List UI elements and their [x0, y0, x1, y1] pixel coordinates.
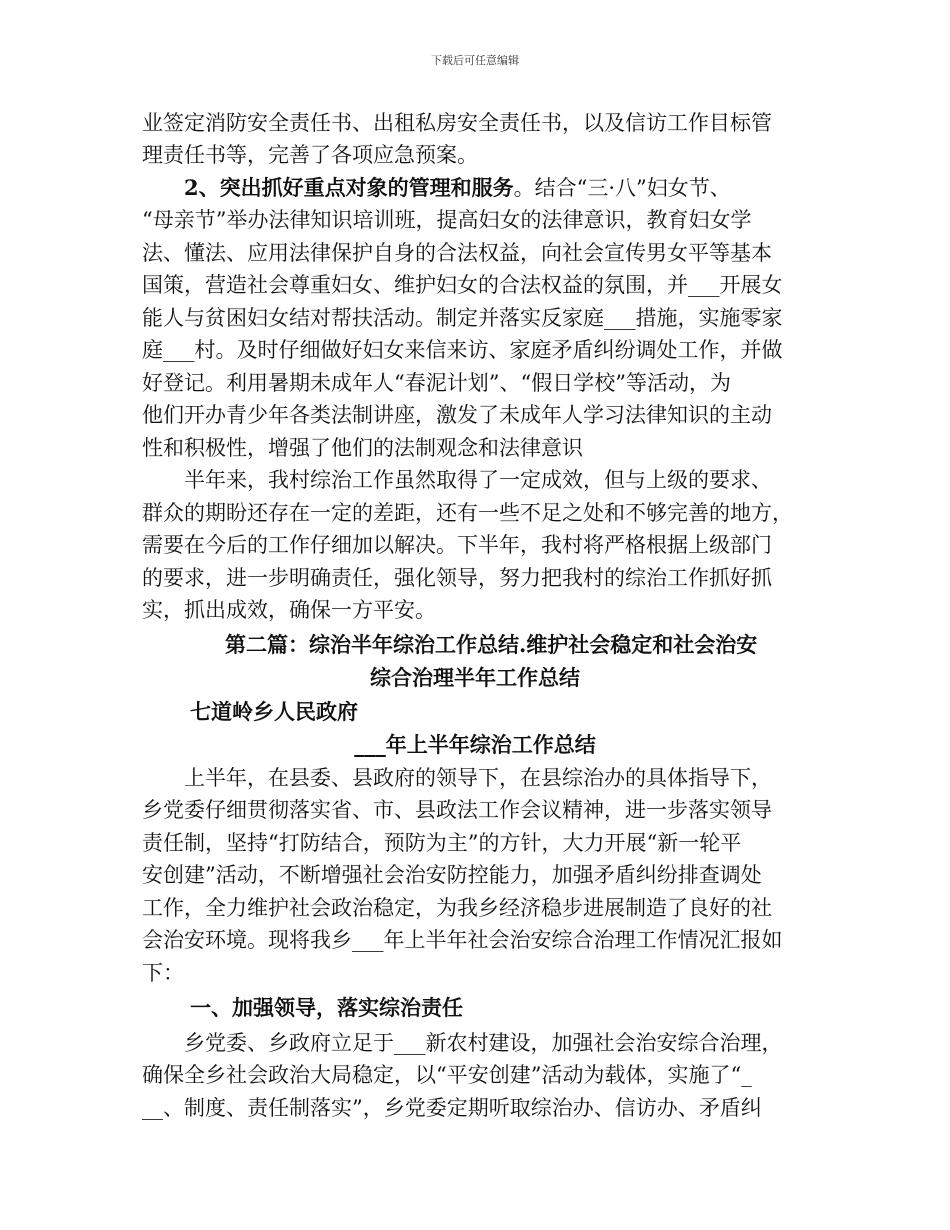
paragraph-line: 理责任书等，完善了各项应急预案。 [142, 143, 478, 167]
section-heading: 一、加强领导，落实综治责任 [190, 995, 463, 1020]
paragraph-line: 需要在今后的工作仔细加以解决。下半年，我村将严格根据上级部门 [142, 533, 772, 557]
section-heading-line [184, 173, 731, 203]
paragraph-line: 性和积极性，增强了他们的法制观念和法律意识 [142, 436, 583, 460]
paragraph-line: 他们开办青少年各类法制讲座，激发了未成年人学习法律知识的主动 [142, 403, 772, 427]
paragraph-line: 庭___村。及时仔细做好妇女来信来访、家庭矛盾纠纷调处工作，并做 [142, 338, 783, 362]
paragraph-line: 工作，全力维护社会政治稳定，为我乡经济稳步进展制造了良好的社 [142, 896, 772, 920]
paragraph-line: 安创建”活动，不断增强社会治安防控能力，加强矛盾纠纷排查调处 [142, 863, 762, 887]
chapter-subtitle: 综合治理半年工作总结 [370, 665, 580, 690]
paragraph-line: 的要求，进一步明确责任，强化领导，努力把我村的综治工作抓好抓 [142, 566, 772, 590]
paragraph-line: 责任制，坚持“打防结合，预防为主”的方针，大力开展“新一轮平 [142, 831, 742, 855]
paragraph-line: 上半年，在县委、县政府的领导下，在县综治办的具体指导下， [184, 766, 772, 790]
paragraph-line: 下： [142, 961, 184, 985]
paragraph-line: 乡党委、乡政府立足于___新农村建设，加强社会治安综合治理， [184, 1031, 783, 1055]
paragraph-line: 实，抓出成效，确保一方平安。 [142, 598, 436, 622]
paragraph-line: 业签定消防安全责任书、出租私房安全责任书，以及信访工作目标管 [142, 111, 772, 135]
paragraph-line: 法、懂法、应用法律保护自身的合法权益，向社会宣传男女平等基本 [142, 241, 772, 265]
paragraph-line: 群众的期盼还存在一定的差距，还有一些不足之处和不够完善的地方， [142, 501, 793, 525]
page-header: 下载后可任意编辑 [431, 54, 519, 67]
paragraph-line: 好登记。利用暑期未成年人“春泥计划”、“假日学校”等活动，为 [142, 371, 731, 395]
paragraph-line: 半年来，我村综治工作虽然取得了一定成效，但与上级的要求、 [184, 468, 772, 492]
paragraph-line: 能人与贫困妇女结对帮扶活动。制定并落实反家庭___措施，实施零家 [142, 306, 783, 330]
paragraph-line: “母亲节”举办法律知识培训班，提高妇女的法律意识，教育妇女学 [142, 208, 752, 232]
bold-heading: 2、突出抓好重点对象的管理和服务 [184, 175, 514, 200]
paragraph-line: 确保全乡社会政治大局稳定，以“平安创建”活动为载体，实施了“_ [142, 1063, 752, 1087]
chapter-title: 第二篇：综治半年综治工作总结.维护社会稳定和社会治安 [225, 632, 758, 657]
report-title: ___年上半年综治工作总结 [354, 732, 596, 757]
paragraph-line: 乡党委仔细贯彻落实省、市、县政法工作会议精神，进一步落实领导 [142, 798, 772, 822]
paragraph-text: 。结合“三·八”妇女节、 [513, 176, 731, 200]
paragraph-line: __、制度、责任制落实”，乡党委定期听取综治办、信访办、矛盾纠 [142, 1096, 762, 1120]
organization-name: 七道岭乡人民政府 [190, 699, 358, 724]
paragraph-line: 国策，营造社会尊重妇女、维护妇女的合法权益的氛围，并___开展女 [142, 273, 783, 297]
paragraph-line: 会治安环境。现将我乡___年上半年社会治安综合治理工作情况汇报如 [142, 928, 783, 952]
